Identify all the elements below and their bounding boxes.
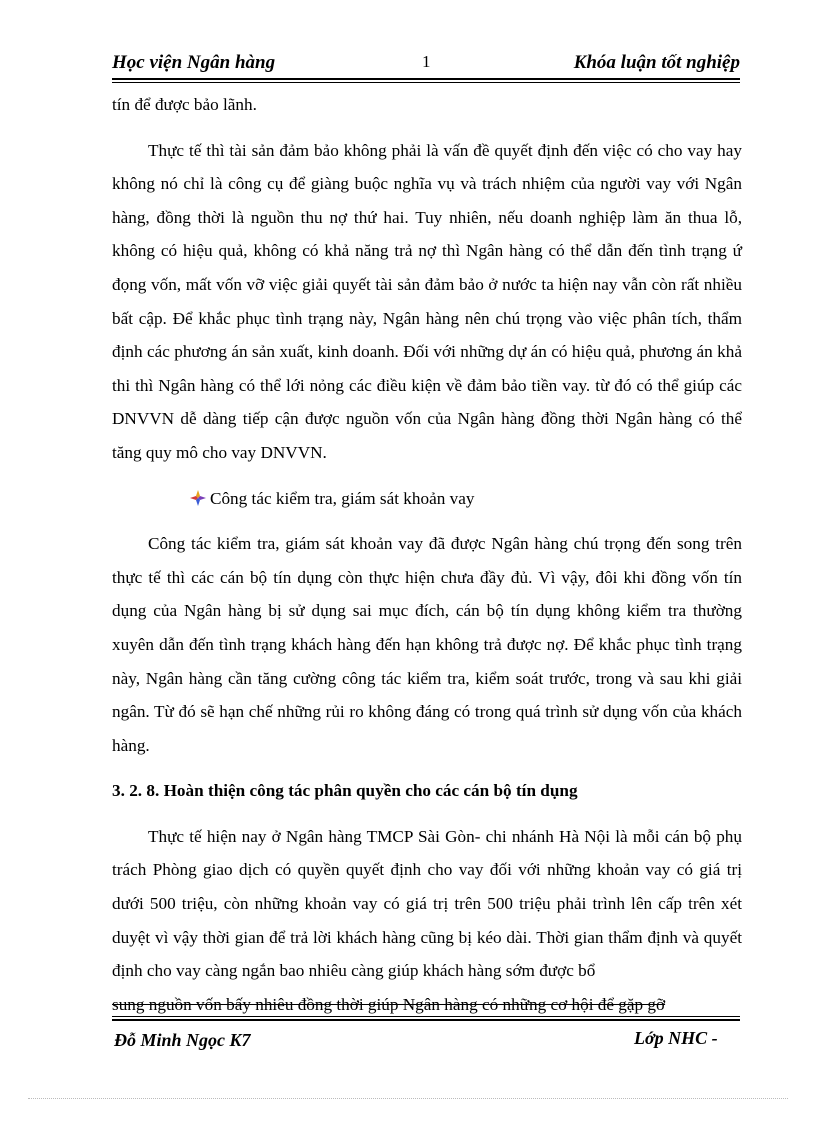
section-heading: 3. 2. 8. Hoàn thiện công tác phân quyền cho các cán bộ tín dụng xyxy=(112,781,578,801)
footer-rule xyxy=(112,1019,740,1021)
footer-rule-thin xyxy=(112,1016,740,1017)
paragraph-supervision: Công tác kiểm tra, giám sát khoản vay đã được Ngân hàng chú trọng đến song trên thực tế thì các cán bộ tín dụng còn thực hiện chưa đầy đủ. Vì vậy, đôi khi đồng vốn tín dụng của Ngân hàng bị sử dụng sai mục đích, cán bộ tín dụng không kiểm tra thường xuyên dẫn đến tình trạng khách hàng đến hạn không trả được nợ. Để khắc phục tình trạng này, Ngân hàng cần tăng cường công tác kiểm tra, kiểm soát trước, trong và sau khi giải ngân. Từ đó sẽ hạn chế những rủi ro không đáng có trong quá trình sử dụng vốn của khách hàng. xyxy=(112,534,742,755)
page-edge xyxy=(28,1098,788,1099)
paragraph-authorization: Thực tế hiện nay ở Ngân hàng TMCP Sài Gòn- chi nhánh Hà Nội là mỗi cán bộ phụ trách Phòng giao dịch có quyền quyết định cho vay đối với những khoản vay có giá trị dưới 500 triệu, còn những khoản vay có giá trị trên 500 triệu phải trình lên cấp trên xét duyệt vì vậy thời gian để trả lời khách hàng cũng bị kéo dài. Thời gian thẩm định và quyết định cho vay càng ngắn bao nhiêu càng giúp khách hàng sớm được bổ xyxy=(112,826,742,981)
header-document-type: Khóa luận tốt nghiệp xyxy=(573,52,740,73)
four-point-arrow-icon xyxy=(190,484,206,500)
bullet-label: Công tác kiểm tra, giám sát khoản vay xyxy=(210,488,475,508)
bullet-item xyxy=(190,482,742,516)
paragraph-authorization-last-line: sung nguồn vốn bấy nhiêu đồng thời giúp Ngân hàng có những cơ hội để gặp gỡ xyxy=(112,994,666,1014)
page-header xyxy=(112,52,740,78)
paragraph-continuation: tín để được bảo lãnh. xyxy=(112,95,257,114)
page-body xyxy=(112,88,742,1021)
page-number: 1 xyxy=(422,52,431,71)
footer-class: Lớp NHC - xyxy=(634,1028,718,1048)
footer-author: Đỗ Minh Ngọc K7 xyxy=(114,1030,251,1050)
header-institution: Học viện Ngân hàng xyxy=(112,52,276,73)
header-rule xyxy=(112,78,740,80)
header-rule-thin xyxy=(112,82,740,83)
paragraph-collateral: Thực tế thì tài sản đảm bảo không phải là vấn đề quyết định đến việc có cho vay hay không nó chỉ là công cụ để giàng buộc nghĩa vụ và trách nhiệm của người vay với Ngân hàng, đồng thời là nguồn thu nợ thứ hai. Tuy nhiên, nếu doanh nghiệp làm ăn thua lỗ, không có hiệu quả, không có khả năng trả nợ thì Ngân hàng có thể dẫn đến tình trạng ứ đọng vốn, mất vốn vỡ việc giải quyết tài sản đảm bảo ở nước ta hiện nay vẫn còn rất nhiều bất cập. Để khắc phục tình trạng này, Ngân hàng nên chú trọng vào việc phân tích, thẩm định các phương án sản xuất, kinh doanh. Đối với những dự án có hiệu quả, phương án khả thi thì Ngân hàng có thể lới nỏng các điều kiện về đảm bảo tiền vay. từ đó có thể giúp các DNVVN dễ dàng tiếp cận được nguồn vốn của Ngân hàng đồng thời Ngân hàng có thể tăng quy mô cho vay DNVVN. xyxy=(112,140,742,462)
